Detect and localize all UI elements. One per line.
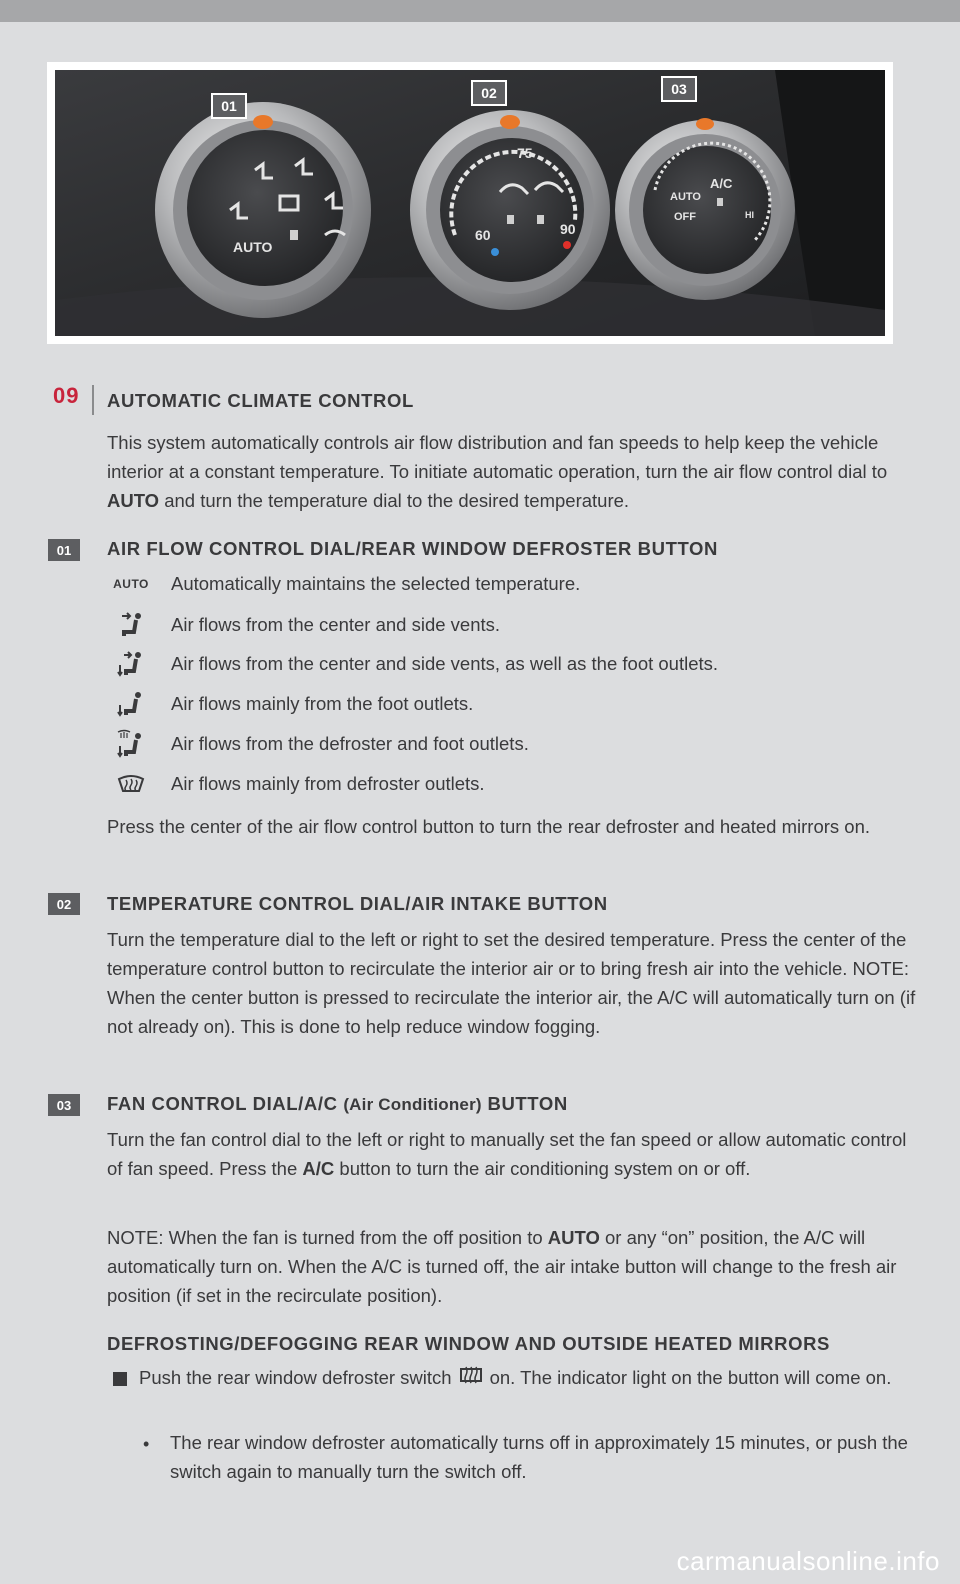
- face-vent-icon: [105, 607, 157, 643]
- item03-body: Turn the fan control dial to the left or right to manually set the fan speed or allow automatic control of fan speed. Press the A/C button to turn the air conditioning system on or off.: [107, 1129, 907, 1179]
- dial3-ac: A/C: [710, 176, 733, 191]
- section-title: AUTOMATIC CLIMATE CONTROL: [107, 390, 414, 411]
- square-bullet: [113, 1372, 127, 1386]
- dot-bullet: •: [143, 1434, 150, 1454]
- section-divider: [92, 385, 94, 415]
- item02-heading: TEMPERATURE CONTROL DIAL/AIR INTAKE BUTTON: [107, 893, 608, 914]
- defrost-heading: DEFROSTING/DEFOGGING REAR WINDOW AND OUTSIDE HEATED MIRRORS: [107, 1333, 830, 1354]
- auto-label: AUTO: [113, 577, 149, 591]
- item02-body: Turn the temperature dial to the left or right to set the desired temperature. Press the center of the temperature control button to recirculate the interior air or to bring fresh air into the vehicle. NOTE: When the center button is pressed to recirculate the interior air, the A/C will automatically turn on (if not already on). This is done to help reduce window fogging.: [107, 929, 916, 1037]
- mode-text: Air flows mainly from the foot outlets.: [171, 693, 474, 714]
- climate-control-photo: [47, 62, 893, 344]
- badge-03: 03: [48, 1094, 80, 1116]
- defrost-foot-icon: [105, 726, 157, 762]
- dial2-low: 60: [475, 227, 491, 243]
- section-number: 09: [53, 383, 80, 408]
- callout-01: 01: [211, 93, 247, 119]
- air-flow-dial[interactable]: [155, 102, 371, 318]
- mode-row-foot: [105, 686, 925, 722]
- mode-text: Air flows from the center and side vents, as well as the foot outlets.: [171, 653, 719, 674]
- mode-row-defrost-foot: [105, 726, 925, 762]
- top-bar: [0, 0, 960, 22]
- mode-text: Automatically maintains the selected temperature.: [171, 573, 581, 594]
- climate-dials-illustration: [55, 70, 885, 336]
- mode-text: Air flows from the center and side vents.: [171, 614, 501, 635]
- mode-text: Air flows mainly from defroster outlets.: [171, 773, 485, 794]
- rear-defroster-icon: [458, 1364, 484, 1394]
- foot-vent-icon: [105, 686, 157, 722]
- mode-row-bilevel: [105, 646, 925, 682]
- badge-02: 02: [48, 893, 80, 915]
- section-intro: This system automatically controls air flow distribution and fan speeds to help keep the vehicle interior at a constant temperature. To initiate automatic operation, turn the air flow control dial to AUTO and turn the temperature dial to the desired temperature.: [107, 432, 888, 511]
- item01-note: Press the center of the air flow control button to turn the rear defroster and heated mirrors on.: [107, 816, 871, 837]
- temperature-dial[interactable]: [410, 110, 610, 310]
- dial2-top: 75: [517, 145, 533, 161]
- dial3-hi: HI: [745, 210, 754, 220]
- item03-note: NOTE: When the fan is turned from the off position to AUTO or any “on” position, the A/C will automatically turn on. When the A/C is turned off, the air intake button will change to the fresh air position (if set in the recirculate position).: [107, 1227, 897, 1306]
- watermark: carmanualsonline.info: [676, 1546, 940, 1576]
- callout-02: 02: [471, 80, 507, 106]
- defrost-sub-bullet: The rear window defroster automatically turns off in approximately 15 minutes, or push the switch again to manually turn the switch off.: [170, 1432, 908, 1482]
- dial1-auto-label: AUTO: [233, 239, 273, 255]
- callout-03: 03: [661, 76, 697, 102]
- badge-01: 01: [48, 539, 80, 561]
- dial2-high: 90: [560, 221, 576, 237]
- bi-level-vent-icon: [105, 646, 157, 682]
- defroster-icon: [105, 766, 157, 802]
- mode-row-auto: [105, 566, 925, 602]
- mode-text: Air flows from the defroster and foot outlets.: [171, 733, 529, 754]
- mode-row-face: [105, 607, 925, 643]
- dial3-auto: AUTO: [670, 191, 701, 203]
- item01-heading: AIR FLOW CONTROL DIAL/REAR WINDOW DEFROSTER BUTTON: [107, 538, 718, 559]
- dial3-off: OFF: [674, 211, 696, 223]
- defrost-bullet: Push the rear window defroster switch on. The indicator light on the button will come on.: [139, 1363, 919, 1394]
- item03-heading: FAN CONTROL DIAL/A/C (Air Conditioner) BUTTON: [107, 1093, 568, 1114]
- mode-row-defroster: [105, 766, 925, 802]
